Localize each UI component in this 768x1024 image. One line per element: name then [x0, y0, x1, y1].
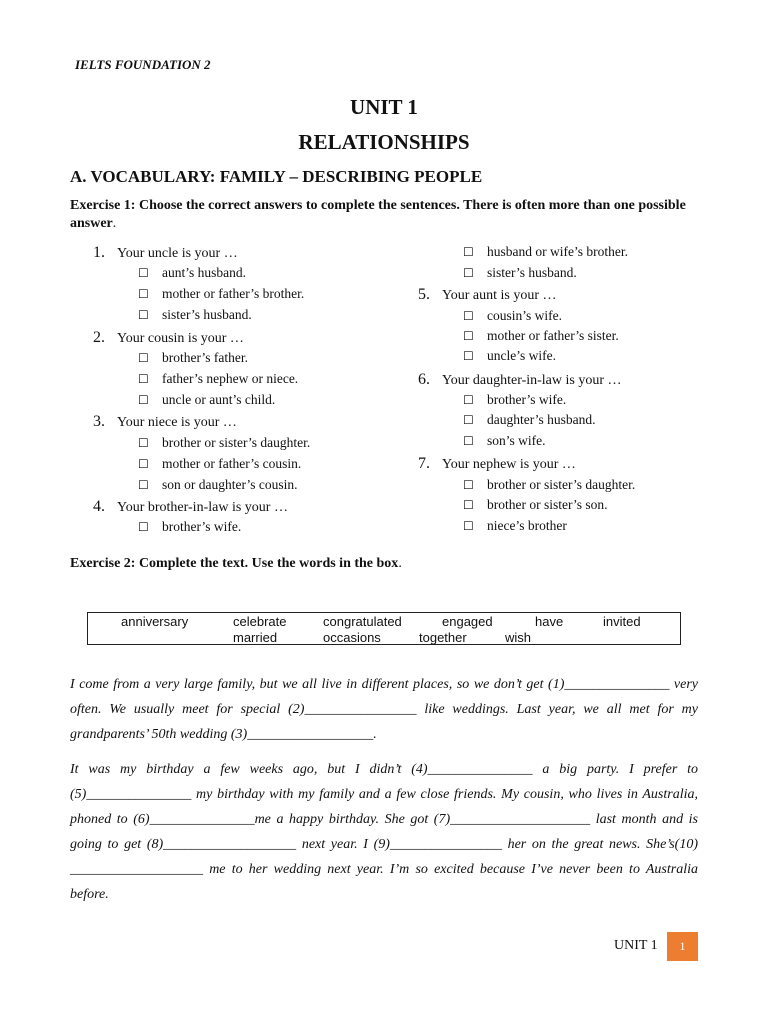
word-box-item: have: [535, 614, 564, 629]
checkbox-icon[interactable]: ☐: [463, 309, 474, 323]
checkbox-icon[interactable]: ☐: [138, 287, 149, 301]
checkbox-icon[interactable]: ☐: [463, 519, 474, 533]
checkbox-icon[interactable]: ☐: [138, 436, 149, 450]
word-box-item: occasions: [323, 630, 381, 645]
checkbox-icon[interactable]: ☐: [463, 329, 474, 343]
checkbox-icon[interactable]: ☐: [463, 349, 474, 363]
exercise1-end: .: [112, 216, 117, 231]
exercise2-text: : Complete the text. Use the words in the box: [130, 556, 399, 571]
option-3a[interactable]: ☐ brother or sister’s daughter.: [138, 435, 311, 450]
exercise1-label: Exercise 1:: [70, 198, 136, 213]
word-box-item: engaged: [442, 614, 493, 629]
option-4b[interactable]: ☐ husband or wife’s brother.: [463, 244, 628, 259]
option-1a[interactable]: ☐ aunt’s husband.: [138, 265, 246, 280]
checkbox-icon[interactable]: ☐: [138, 372, 149, 386]
exercise2-instruction: [70, 556, 402, 572]
option-6a[interactable]: ☐ brother’s wife.: [463, 392, 567, 407]
footer-unit-label: UNIT 1: [614, 938, 658, 953]
unit-title: UNIT 1: [350, 95, 418, 119]
course-header: IELTS FOUNDATION 2: [75, 57, 211, 72]
checkbox-icon[interactable]: ☐: [463, 393, 474, 407]
exercise2-paragraph-1: I come from a very large family, but we all live in different places, so we don’t get (1)_______________ very often. We usually meet for special (2)________________ like weddings. Last year, we all met for my grandparents’ 50th wedding (3)__________________.: [70, 677, 698, 742]
word-box-item: together: [419, 630, 467, 645]
option-7b[interactable]: ☐ brother or sister’s son.: [463, 497, 608, 512]
option-6b[interactable]: ☐ daughter’s husband.: [463, 412, 596, 427]
word-box-item: invited: [603, 614, 641, 629]
exercise2-paragraph-2: It was my birthday a few weeks ago, but I didn’t (4)_______________ a big party. I prefer to (5)_______________ my birthday with my family and a few close friends. My cousin, who lives in Australia, phoned to (6)_______________me a happy birthday. She got (7)____________________ last month and is going to get (8)___________________ next year. I (9)________________ her on the great news. She’s(10) ___________________ me to her wedding next year. I’m so excited because I’ve never been to Australia before.: [70, 762, 698, 902]
question-5: 5. Your aunt is your …: [418, 286, 557, 303]
word-box-item: wish: [505, 630, 532, 645]
option-7a[interactable]: ☐ brother or sister’s daughter.: [463, 477, 636, 492]
option-4a[interactable]: ☐ brother’s wife.: [138, 519, 242, 534]
option-1b[interactable]: ☐ mother or father’s brother.: [138, 286, 305, 301]
exercise2-end: .: [398, 556, 402, 571]
option-3c[interactable]: ☐ son or daughter’s cousin.: [138, 477, 298, 492]
checkbox-icon[interactable]: ☐: [463, 266, 474, 280]
checkbox-icon[interactable]: ☐: [463, 498, 474, 512]
exercise1-text: Choose the correct answers to complete the sentences. There is often more than one possible answer: [70, 198, 686, 231]
section-heading: A. VOCABULARY: FAMILY – DESCRIBING PEOPLE: [70, 167, 483, 186]
option-5b[interactable]: ☐ mother or father’s sister.: [463, 328, 619, 343]
option-4c[interactable]: ☐ sister’s husband.: [463, 265, 577, 280]
word-box-item: anniversary: [121, 614, 189, 629]
question-1: 1. Your uncle is your …: [93, 244, 238, 261]
checkbox-icon[interactable]: ☐: [463, 413, 474, 427]
checkbox-icon[interactable]: ☐: [138, 520, 149, 534]
checkbox-icon[interactable]: ☐: [463, 478, 474, 492]
option-7c[interactable]: ☐ niece’s brother: [463, 518, 567, 533]
checkbox-icon[interactable]: ☐: [138, 308, 149, 322]
word-box-item: celebrate: [233, 614, 287, 629]
unit-topic: RELATIONSHIPS: [298, 130, 470, 154]
option-5c[interactable]: ☐ uncle’s wife.: [463, 348, 556, 363]
exercise2-label: Exercise 2: [70, 556, 131, 571]
checkbox-icon[interactable]: ☐: [138, 457, 149, 471]
option-2b[interactable]: ☐ father’s nephew or niece.: [138, 371, 299, 386]
word-box-item: congratulated: [323, 614, 402, 629]
checkbox-icon[interactable]: ☐: [138, 266, 149, 280]
option-1c[interactable]: ☐ sister’s husband.: [138, 307, 252, 322]
word-box: [87, 612, 681, 645]
word-box-item: married: [233, 630, 278, 645]
page-number-badge: 1: [667, 932, 698, 961]
option-6c[interactable]: ☐ son’s wife.: [463, 433, 546, 448]
checkbox-icon[interactable]: ☐: [138, 393, 149, 407]
option-2a[interactable]: ☐ brother’s father.: [138, 350, 248, 365]
question-2: 2. Your cousin is your …: [93, 329, 244, 346]
question-7: 7. Your nephew is your …: [418, 455, 576, 472]
question-3: 3. Your niece is your …: [93, 413, 237, 430]
question-6: 6. Your daughter-in-law is your …: [418, 371, 622, 388]
option-2c[interactable]: ☐ uncle or aunt’s child.: [138, 392, 276, 407]
question-4: 4. Your brother-in-law is your …: [93, 498, 288, 515]
option-5a[interactable]: ☐ cousin’s wife.: [463, 308, 562, 323]
checkbox-icon[interactable]: ☐: [463, 434, 474, 448]
checkbox-icon[interactable]: ☐: [463, 245, 474, 259]
exercise1-instruction: [70, 197, 700, 233]
checkbox-icon[interactable]: ☐: [138, 351, 149, 365]
checkbox-icon[interactable]: ☐: [138, 478, 149, 492]
option-3b[interactable]: ☐ mother or father’s cousin.: [138, 456, 302, 471]
